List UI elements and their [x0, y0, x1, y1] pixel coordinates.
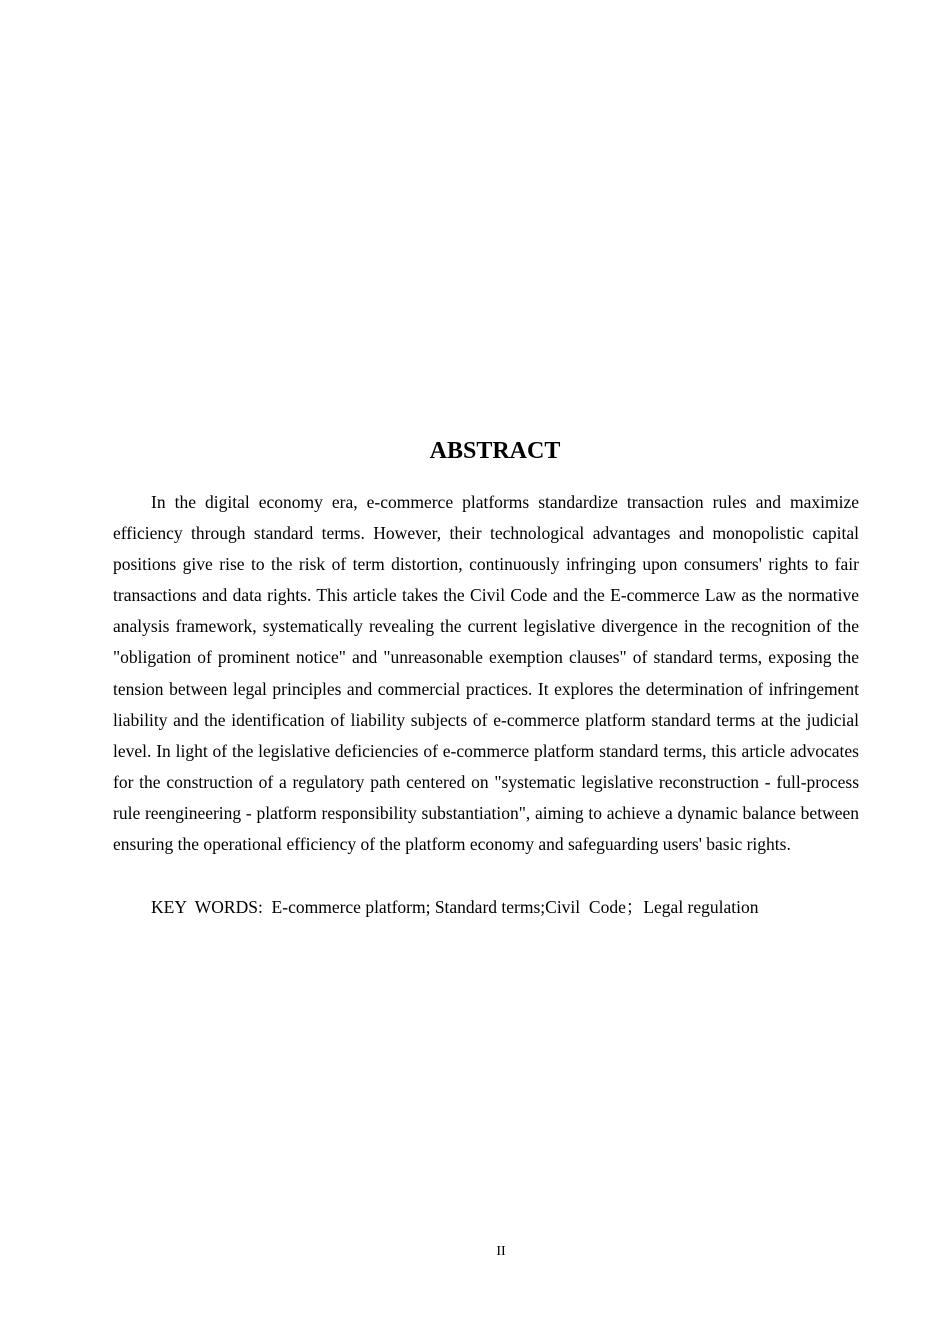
keywords-line: KEY WORDS: E-commerce platform; Standard terms;Civil Code；Legal regulation [151, 897, 759, 917]
page-number: II [496, 1244, 506, 1259]
abstract-body: In the digital economy era, e-commerce platforms standardize transaction rules and maximize efficiency through standard terms. However, their technological advantages and monopolistic capital positions give rise to the risk of term distortion, continuously infringing upon consumers' rights to fair transactions and data rights. This article takes the Civil Code and the E-commerce Law as the normative analysis framework, systematically revealing the current legislative divergence in the recognition of the "obligation of prominent notice" and "unreasonable exemption clauses" of standard terms, exposing the tension between legal principles and commercial practices. It explores the determination of infringement liability and the identification of liability subjects of e-commerce platform standard terms at the judicial level. In light of the legislative deficiencies of e-commerce platform standard terms, this article advocates for the construction of a regulatory path centered on "systematic legislative reconstruction - full-process rule reengineering - platform responsibility substantiation", aiming to achieve a dynamic balance between ensuring the operational efficiency of the platform economy and safeguarding users' basic rights. [113, 492, 859, 855]
abstract-title: ABSTRACT [429, 438, 561, 464]
